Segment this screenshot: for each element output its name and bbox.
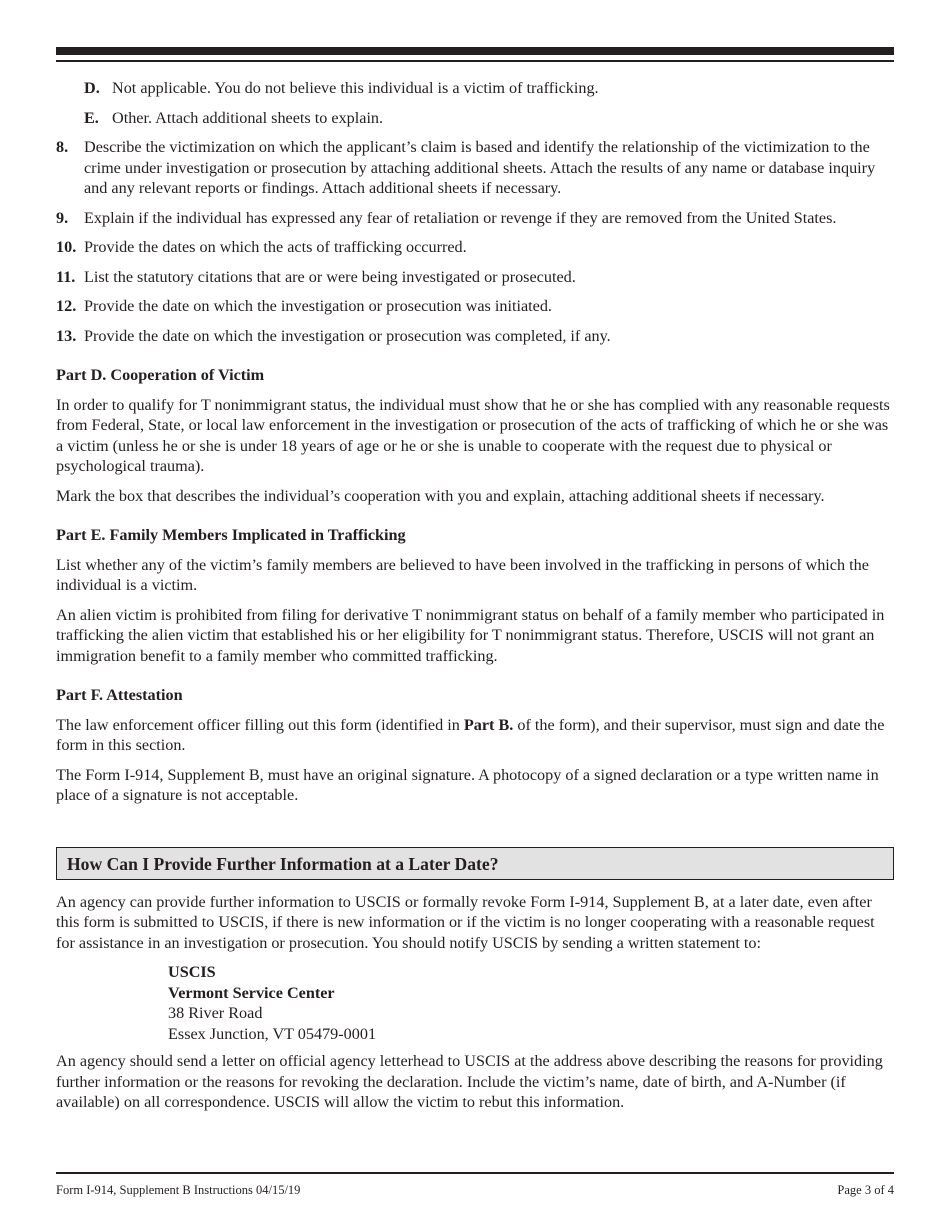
list-item-13 — [56, 326, 896, 347]
item-text: Other. Attach additional sheets to explain. — [112, 108, 384, 127]
further-info-heading: How Can I Provide Further Information at a Later Date? — [56, 847, 894, 880]
list-item-d — [56, 78, 896, 99]
item-text: Describe the victimization on which the applicant’s claim is based and identify the relationship of the victimization to the crime under investigation or prosecution by attaching additional sheets. Attach the results of any name or database inquiry and any relevant reports or findings. Attach additional sheets if necessary. — [84, 138, 876, 197]
page-content — [56, 78, 896, 1122]
item-text: List the statutory citations that are or were being investigated or prosecuted. — [84, 267, 576, 286]
header-rule-thick — [56, 47, 894, 55]
item-text: Provide the date on which the investigation or prosecution was initiated. — [84, 297, 552, 315]
address-line-2: Vermont Service Center — [168, 983, 335, 1002]
list-item-12 — [56, 296, 896, 317]
list-item-8 — [56, 137, 896, 199]
part-b-reference: Part B. — [463, 715, 514, 734]
part-e-paragraph-2: An alien victim is prohibited from filing for derivative T nonimmigrant status on behalf of a family member who participated in trafficking the alien victim that established his or her eligibility for T nonimmigrant status. Therefore, USCIS will not grant an immigration benefit to a family member who committed trafficking. — [56, 605, 885, 665]
list-item-10 — [56, 237, 896, 258]
address-line-1: USCIS — [168, 963, 216, 981]
list-item-e — [56, 108, 896, 129]
item-label: 12. — [56, 297, 77, 315]
further-info-paragraph-2: An agency should send a letter on official agency letterhead to USCIS at the address above describing the reasons for providing further information or the reasons for revoking the declaration. Include the victim’s name, date of birth, and A-Number (if available) on all correspondence. USCIS will allow the victim to rebut this information. — [56, 1052, 883, 1111]
part-d-paragraph-2: Mark the box that describes the individual’s cooperation with you and explain, attaching additional sheets if necessary. — [56, 486, 825, 505]
item-label: 9. — [56, 208, 69, 227]
part-e-heading: Part E. Family Members Implicated in Trafficking — [56, 526, 406, 544]
part-d-paragraph-1: In order to qualify for T nonimmigrant status, the individual must show that he or she has complied with any reasonable requests from Federal, State, or local law enforcement in the investigation or prosecution of the acts of trafficking of which he or she was a victim (unless he or she is under 18 years of age or he or she is unable to cooperate with the request due to physical or psychological trauma). — [56, 395, 890, 475]
header-rule-thin — [56, 60, 894, 62]
part-d-heading: Part D. Cooperation of Victim — [56, 366, 265, 384]
item-text: Provide the date on which the investigation or prosecution was completed, if any. — [84, 326, 611, 345]
item-text: Explain if the individual has expressed any fear of retaliation or revenge if they are removed from the United States. — [84, 208, 837, 227]
part-f-paragraph-1 — [56, 715, 896, 756]
part-f-text-before: The law enforcement officer filling out this form (identified in — [56, 715, 464, 734]
part-e-paragraph-1: List whether any of the victim’s family members are believed to have been involved in the trafficking in persons of which the individual is a victim. — [56, 555, 869, 594]
list-item-9 — [56, 208, 896, 229]
further-info-paragraph-1: An agency can provide further information to USCIS or formally revoke Form I-914, Supplement B, at a later date, even after this form is submitted to USCIS, if there is new information or if the victim is no longer cooperating with a reasonable request for assistance in an investigation or prosecution. You should notify USCIS by sending a written statement to: — [56, 892, 875, 952]
address-line-4: Essex Junction, VT 05479-0001 — [168, 1024, 377, 1043]
item-label: 13. — [56, 326, 77, 345]
item-label: D. — [84, 79, 100, 97]
part-f-heading: Part F. Attestation — [56, 686, 183, 704]
item-label: 11. — [56, 267, 76, 286]
part-f-text-after: of the form), and their supervisor, must sign and date the form in this section. — [56, 715, 885, 754]
footer-rule — [56, 1172, 894, 1174]
footer-form-id: Form I-914, Supplement B Instructions 04/15/19 — [56, 1183, 301, 1197]
footer-page-number: Page 3 of 4 — [837, 1183, 894, 1197]
mailing-address — [168, 962, 896, 1044]
item-text: Provide the dates on which the acts of trafficking occurred. — [84, 238, 467, 256]
item-label: E. — [84, 108, 99, 127]
item-text: Not applicable. You do not believe this individual is a victim of trafficking. — [112, 79, 599, 97]
address-line-3: 38 River Road — [168, 1004, 263, 1022]
part-f-paragraph-2: The Form I-914, Supplement B, must have an original signature. A photocopy of a signed declaration or a type written name in place of a signature is not acceptable. — [56, 765, 879, 804]
list-item-11 — [56, 267, 896, 288]
item-label: 10. — [56, 238, 77, 256]
item-label: 8. — [56, 138, 69, 156]
